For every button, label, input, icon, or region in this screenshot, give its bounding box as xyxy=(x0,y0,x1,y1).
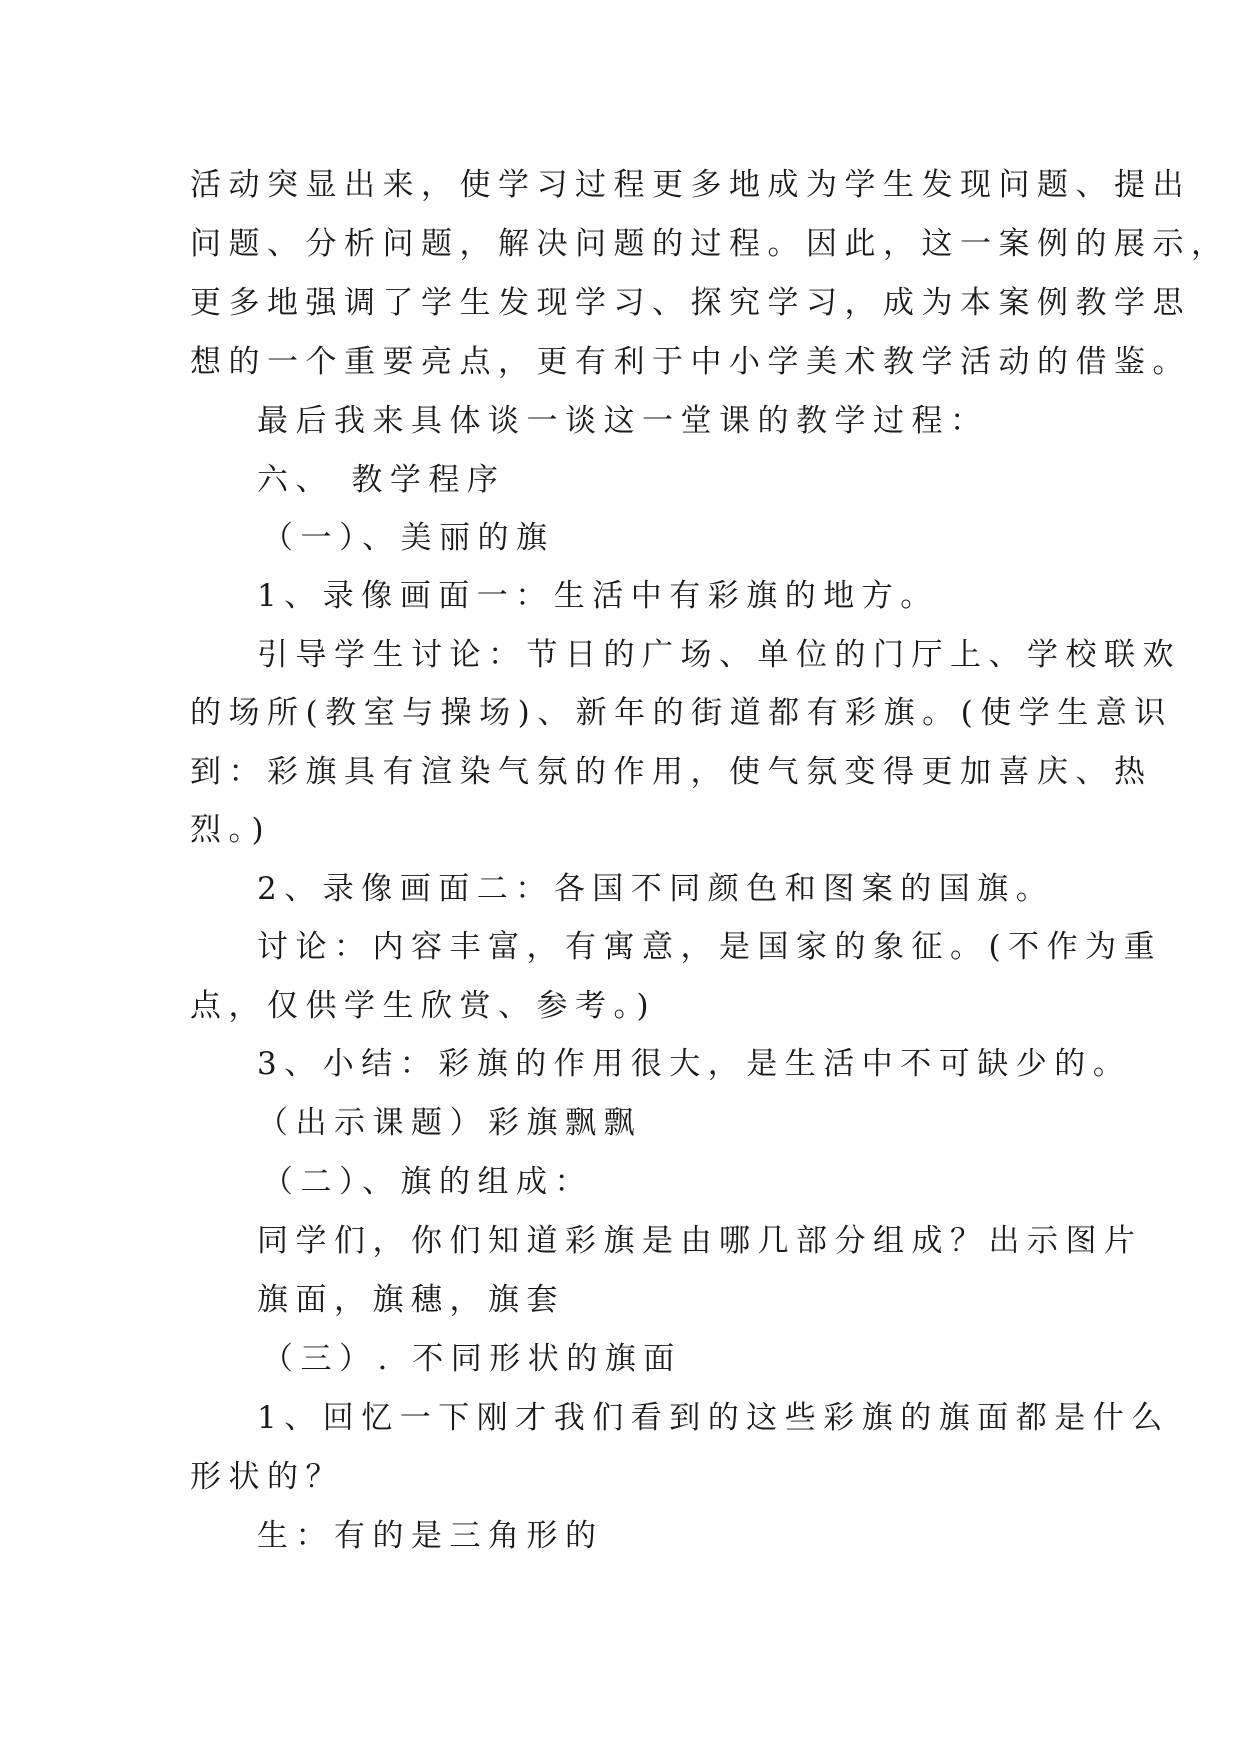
paragraph-line: 问题、分析问题，解决问题的过程。因此，这一案例的展示， xyxy=(190,226,1230,262)
paragraph-line: 引导学生讨论：节日的广场、单位的门厅上、学校联欢 xyxy=(257,637,1181,673)
paragraph-line: 想的一个重要亮点，更有利于中小学美术教学活动的借鉴。 xyxy=(190,344,1191,380)
paragraph-line: 烈。) xyxy=(190,812,272,848)
subsection-heading: （三）. 不同形状的旗面 xyxy=(262,1341,682,1377)
paragraph-line: 最后我来具体谈一谈这一堂课的教学过程： xyxy=(257,403,989,439)
paragraph-line: 3、小结：彩旗的作用很大，是生活中不可缺少的。 xyxy=(257,1046,1132,1082)
paragraph-line: 同学们，你们知道彩旗是由哪几部分组成？出示图片 xyxy=(257,1223,1143,1259)
subsection-heading: （一）、美丽的旗 xyxy=(262,520,555,556)
paragraph-line: （出示课题）彩旗飘飘 xyxy=(257,1105,642,1141)
paragraph-line: 到：彩旗具有渲染气氛的作用，使气氛变得更加喜庆、热 xyxy=(190,754,1153,790)
section-heading: 六、 教学程序 xyxy=(257,462,506,498)
paragraph-line: 活动突显出来，使学习过程更多地成为学生发现问题、提出 xyxy=(190,167,1191,203)
paragraph-line: 2、录像画面二：各国不同颜色和图案的国旗。 xyxy=(257,871,1055,907)
paragraph-line: 点，仅供学生欣赏、参考。) xyxy=(190,988,657,1024)
paragraph-line: 1、录像画面一：生活中有彩旗的地方。 xyxy=(257,578,939,614)
paragraph-line: 1、回忆一下刚才我们看到的这些彩旗的旗面都是什么 xyxy=(257,1400,1170,1436)
paragraph-line: 旗面，旗穗，旗套 xyxy=(257,1282,565,1318)
paragraph-line: 形状的？ xyxy=(190,1459,344,1495)
subsection-heading: （二）、旗的组成： xyxy=(262,1164,593,1200)
paragraph-line: 讨论：内容丰富，有寓意，是国家的象征。(不作为重 xyxy=(257,929,1163,965)
paragraph-line: 的场所(教室与操场)、新年的街道都有彩旗。(使学生意识 xyxy=(190,695,1173,731)
paragraph-line: 更多地强调了学生发现学习、探究学习，成为本案例教学思 xyxy=(190,285,1191,321)
paragraph-line: 生：有的是三角形的 xyxy=(257,1518,604,1554)
